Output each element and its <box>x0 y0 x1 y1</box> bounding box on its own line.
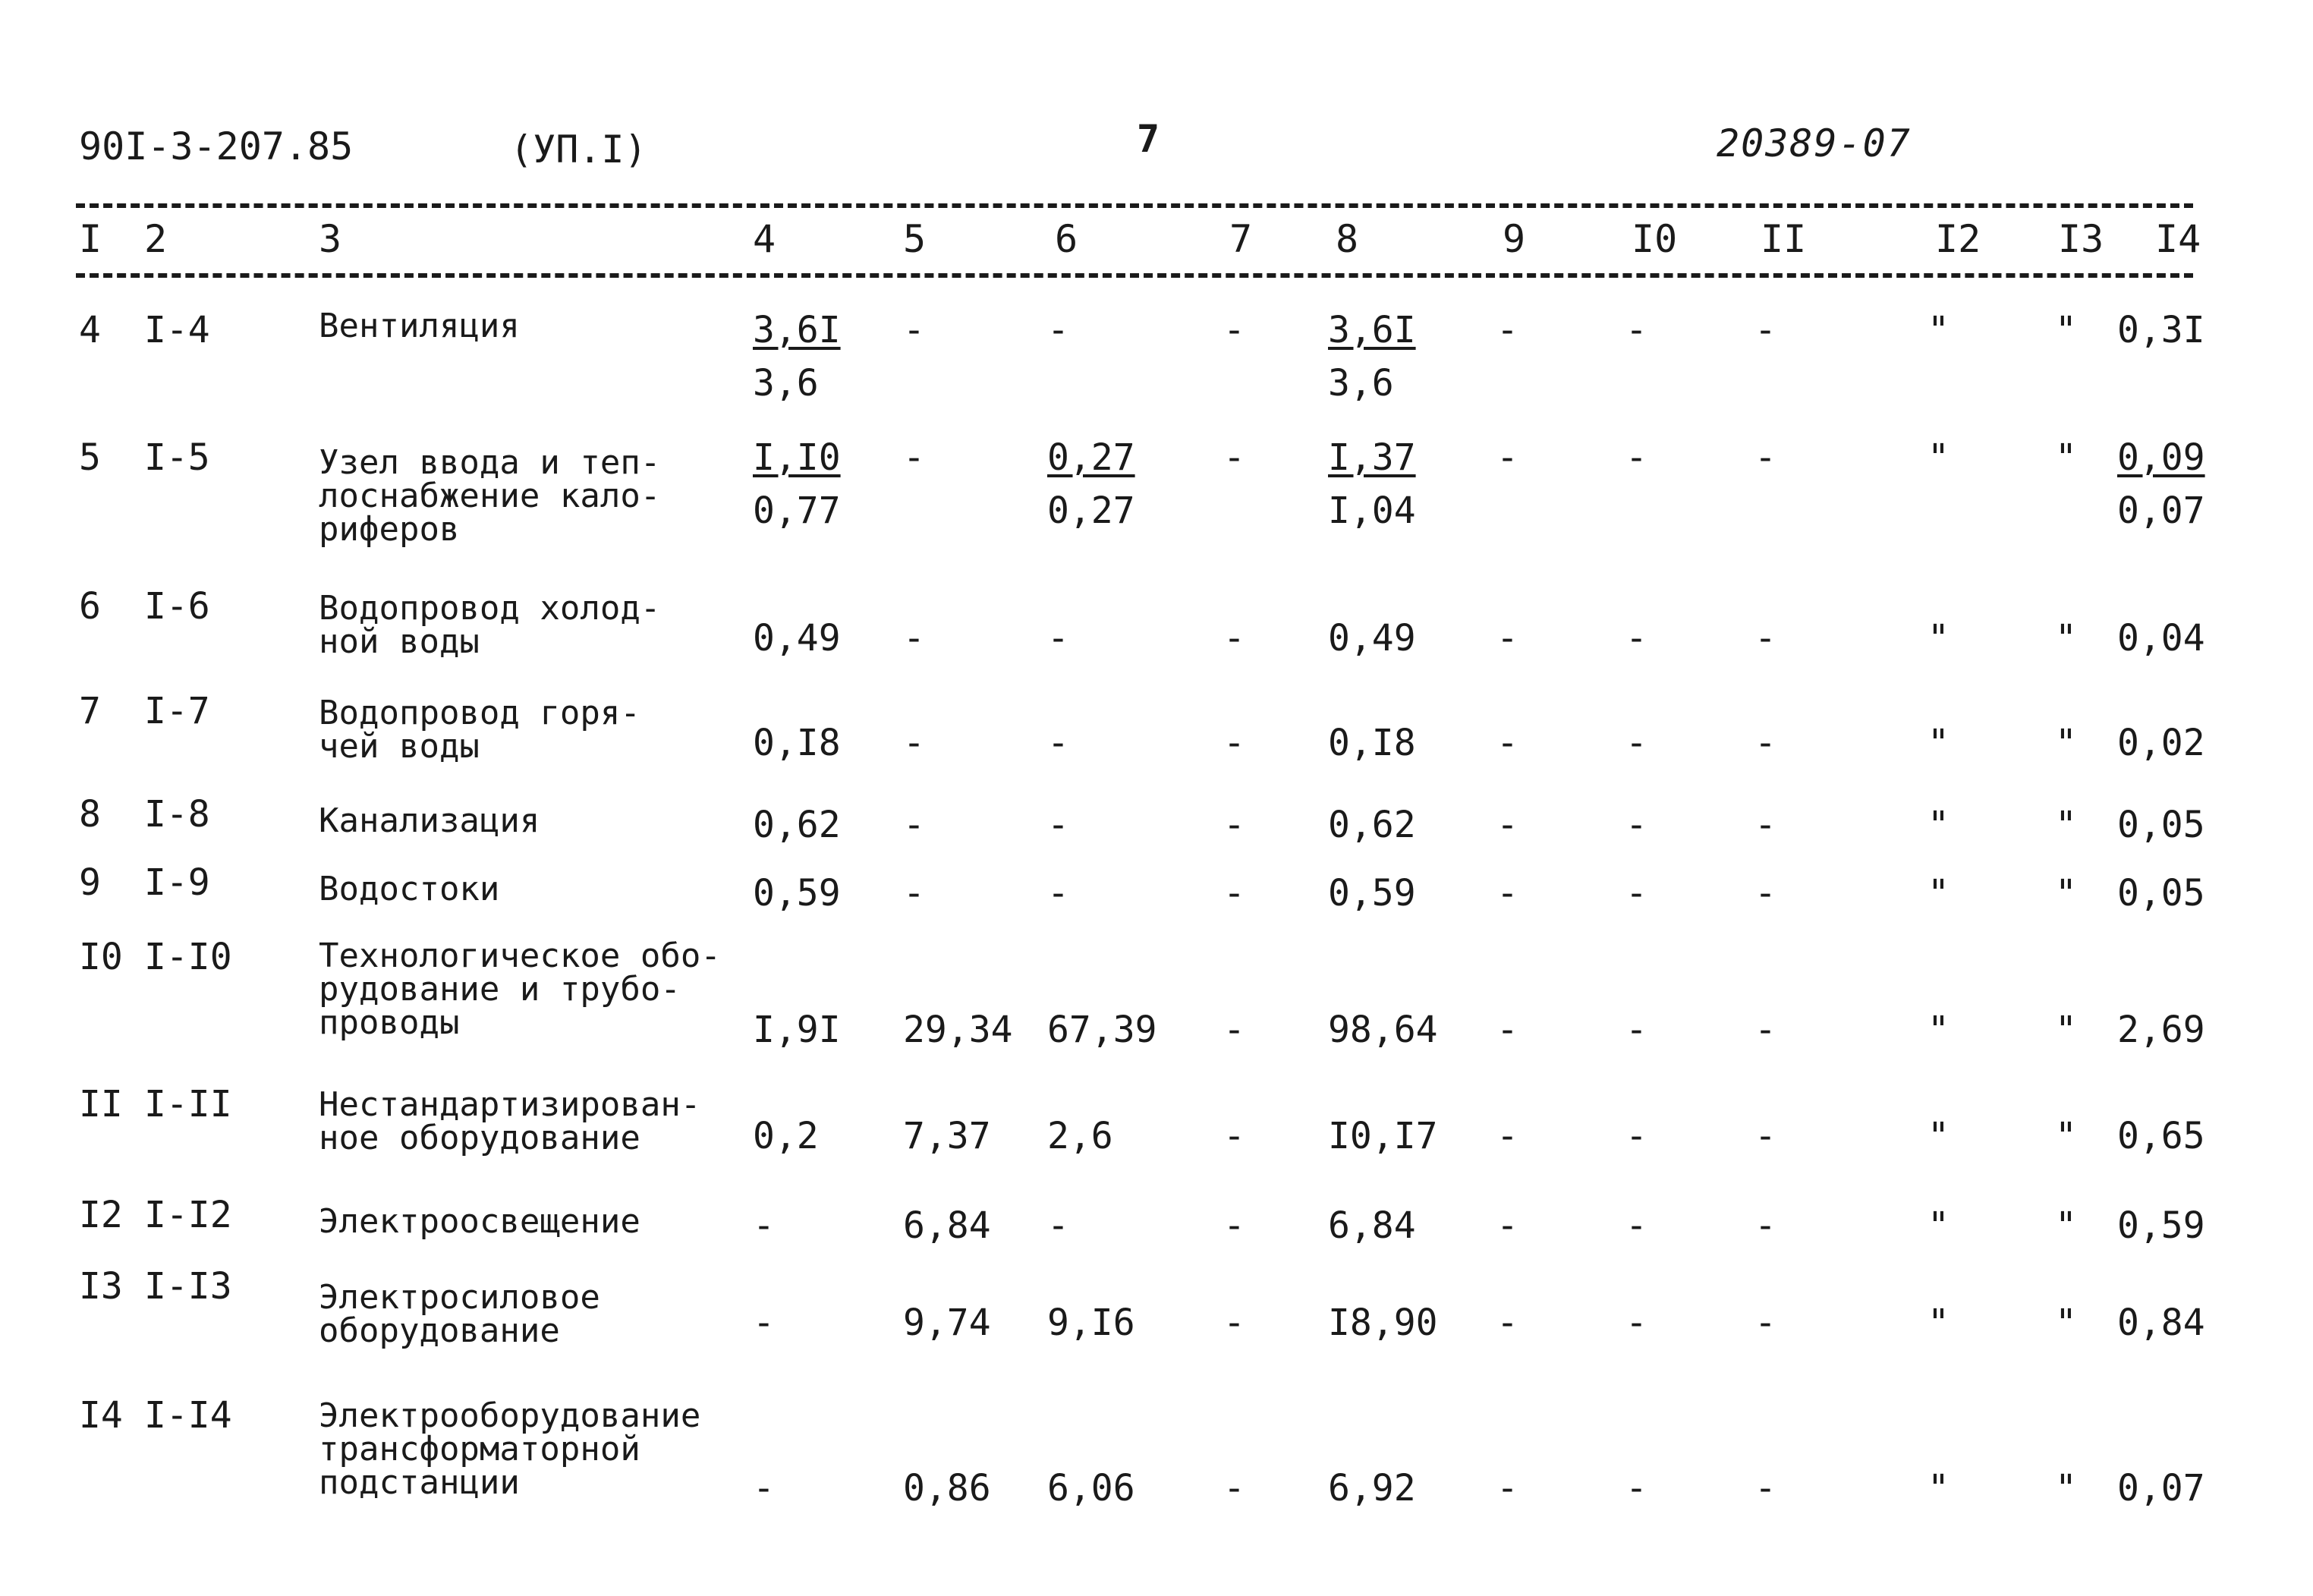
description-line: рудование и трубо- <box>319 970 681 1009</box>
cell-c8-fraction <box>1328 437 1416 531</box>
cell-c7: - <box>1223 309 1245 351</box>
cell-c7: - <box>1223 722 1245 764</box>
cell-c12: " <box>1928 872 1950 914</box>
cell-c5: - <box>903 872 925 914</box>
cell-c5: - <box>903 804 925 846</box>
cell-code: I-I4 <box>144 1394 232 1437</box>
cell-c14: 0,3I <box>2117 309 2205 351</box>
cell-c12: " <box>1928 1204 1950 1247</box>
cell-c10: - <box>1625 1115 1647 1157</box>
cell-c8: I0,I7 <box>1328 1115 1438 1157</box>
column-header: I3 <box>2058 217 2104 261</box>
description-line: трансформаторной <box>319 1430 640 1469</box>
cell-c4: 0,59 <box>753 872 841 914</box>
fraction-numerator: 0,27 <box>1047 436 1135 479</box>
cell-c10: - <box>1625 309 1647 351</box>
cell-c9: - <box>1496 804 1518 846</box>
cell-c6: - <box>1047 722 1069 764</box>
cell-c8: 6,84 <box>1328 1204 1416 1247</box>
column-header: 3 <box>319 217 342 261</box>
cell-c13: " <box>2055 1009 2077 1051</box>
cell-c5: - <box>903 309 925 351</box>
cell-c10: - <box>1625 617 1647 659</box>
description-line: проводы <box>319 1003 460 1042</box>
fraction-numerator: 3,6I <box>1328 309 1416 351</box>
cell-n: II <box>79 1083 123 1125</box>
cell-c14: 0,05 <box>2117 872 2205 914</box>
fraction-denominator: 0,27 <box>1047 490 1135 532</box>
cell-c8: 0,62 <box>1328 804 1416 846</box>
cell-n: I4 <box>79 1394 123 1437</box>
column-header: 9 <box>1503 217 1526 261</box>
cell-c8-fraction <box>1328 310 1416 404</box>
cell-c10: - <box>1625 436 1647 479</box>
cell-c4-fraction <box>753 310 841 404</box>
cell-c11: - <box>1754 617 1776 659</box>
cell-c7: - <box>1223 804 1245 846</box>
cell-code: I-I0 <box>144 936 232 978</box>
cell-c13: " <box>2055 1204 2077 1247</box>
cell-c11: - <box>1754 436 1776 479</box>
cell-description <box>319 1202 640 1241</box>
description-line: Водопровод горя- <box>319 694 640 732</box>
table-header-rule <box>76 273 2193 278</box>
cell-c4: I,9I <box>753 1009 841 1051</box>
cell-c8: 0,49 <box>1328 617 1416 659</box>
cell-c11: - <box>1754 722 1776 764</box>
cell-c6: - <box>1047 1204 1069 1247</box>
cell-c5: 7,37 <box>903 1115 991 1157</box>
cell-c14: 0,05 <box>2117 804 2205 846</box>
description-line: ной воды <box>319 622 480 661</box>
cell-n: 7 <box>79 690 101 732</box>
cell-c7: - <box>1223 1009 1245 1051</box>
description-line: чей воды <box>319 727 480 766</box>
cell-n: 5 <box>79 436 101 479</box>
cell-code: I-II <box>144 1083 232 1125</box>
cell-code: I-I3 <box>144 1265 232 1308</box>
cell-c7: - <box>1223 1302 1245 1344</box>
description-line: Узел ввода и теп- <box>319 443 661 482</box>
cell-c12: " <box>1928 436 1950 479</box>
description-line: лоснабжение кало- <box>319 477 661 515</box>
cell-c6: - <box>1047 309 1069 351</box>
cell-c9: - <box>1496 1115 1518 1157</box>
cell-c10: - <box>1625 722 1647 764</box>
cell-c5: - <box>903 436 925 479</box>
description-line: Вентиляция <box>319 307 520 345</box>
inventory-number: 20389-07 <box>1717 121 1912 165</box>
cell-c8: 0,I8 <box>1328 722 1416 764</box>
column-header: I2 <box>1935 217 1981 261</box>
description-line: подстанции <box>319 1463 520 1502</box>
description-line: ное оборудование <box>319 1119 640 1157</box>
cell-description <box>319 443 661 549</box>
description-line: Электроосвещение <box>319 1202 640 1241</box>
column-header: I <box>79 217 102 261</box>
cell-c8: 0,59 <box>1328 872 1416 914</box>
sheet-label: (УП.I) <box>510 127 647 172</box>
cell-description <box>319 1085 701 1157</box>
description-line: Нестандартизирован- <box>319 1085 701 1124</box>
cell-c4: - <box>753 1204 775 1247</box>
cell-c10: - <box>1625 1009 1647 1051</box>
cell-c7: - <box>1223 872 1245 914</box>
cell-c9: - <box>1496 722 1518 764</box>
cell-c12: " <box>1928 1115 1950 1157</box>
document-code: 90I-3-207.85 <box>79 124 354 168</box>
fraction-denominator: 3,6 <box>1328 362 1394 405</box>
cell-c14: 0,02 <box>2117 722 2205 764</box>
cell-code: I-4 <box>144 309 210 351</box>
cell-c11: - <box>1754 1302 1776 1344</box>
cell-c13: " <box>2055 872 2077 914</box>
cell-c13: " <box>2055 1115 2077 1157</box>
cell-n: I3 <box>79 1265 123 1308</box>
cell-c14: 0,65 <box>2117 1115 2205 1157</box>
cell-c11: - <box>1754 804 1776 846</box>
cell-c9: - <box>1496 1302 1518 1344</box>
cell-description <box>319 937 721 1042</box>
cell-c14: 0,59 <box>2117 1204 2205 1247</box>
cell-n: 9 <box>79 861 101 904</box>
cell-c5: - <box>903 722 925 764</box>
cell-c9: - <box>1496 309 1518 351</box>
cell-description <box>319 589 661 661</box>
cell-c4: 0,49 <box>753 617 841 659</box>
cell-c14: 0,07 <box>2117 1467 2205 1509</box>
cell-c4: 0,2 <box>753 1115 819 1157</box>
cell-c4: - <box>753 1302 775 1344</box>
cell-c12: " <box>1928 309 1950 351</box>
cell-c12: " <box>1928 804 1950 846</box>
cell-c13: " <box>2055 1302 2077 1344</box>
cell-c11: - <box>1754 1009 1776 1051</box>
column-header: 5 <box>903 217 927 261</box>
cell-code: I-5 <box>144 436 210 479</box>
description-line: Водостоки <box>319 870 500 908</box>
description-line: Технологическое обо- <box>319 937 721 975</box>
column-header: 7 <box>1229 217 1253 261</box>
cell-c4: - <box>753 1467 775 1509</box>
cell-c9: - <box>1496 1009 1518 1051</box>
cell-c12: " <box>1928 1467 1950 1509</box>
cell-c13: " <box>2055 722 2077 764</box>
column-header: II <box>1761 217 1807 261</box>
cell-c9: - <box>1496 872 1518 914</box>
fraction-denominator: I,04 <box>1328 490 1416 532</box>
table-top-rule <box>76 203 2193 208</box>
cell-c13: " <box>2055 436 2077 479</box>
cell-c11: - <box>1754 309 1776 351</box>
cell-c11: - <box>1754 1467 1776 1509</box>
cell-c5: 29,34 <box>903 1009 1013 1051</box>
page-number: 7 <box>1137 117 1160 161</box>
fraction-numerator: 0,09 <box>2117 436 2205 479</box>
cell-c12: " <box>1928 1302 1950 1344</box>
cell-c14: 0,84 <box>2117 1302 2205 1344</box>
cell-n: I2 <box>79 1194 123 1236</box>
cell-c6-fraction <box>1047 437 1135 531</box>
cell-c14: 0,04 <box>2117 617 2205 659</box>
cell-c9: - <box>1496 1467 1518 1509</box>
cell-code: I-8 <box>144 793 210 836</box>
cell-n: 6 <box>79 585 101 628</box>
description-line: Электрооборудование <box>319 1396 701 1435</box>
column-header: 2 <box>144 217 168 261</box>
cell-description <box>319 694 640 766</box>
cell-c4-fraction <box>753 437 841 531</box>
cell-description <box>319 801 540 840</box>
fraction-denominator: 3,6 <box>753 362 819 405</box>
cell-c6: 67,39 <box>1047 1009 1157 1051</box>
cell-n: I0 <box>79 936 123 978</box>
cell-c8: 98,64 <box>1328 1009 1438 1051</box>
fraction-denominator: 0,07 <box>2117 490 2205 532</box>
cell-code: I-I2 <box>144 1194 232 1236</box>
cell-c7: - <box>1223 436 1245 479</box>
column-header: 8 <box>1336 217 1359 261</box>
cell-c6: 2,6 <box>1047 1115 1113 1157</box>
cell-c11: - <box>1754 1204 1776 1247</box>
cell-c12: " <box>1928 722 1950 764</box>
cell-c12: " <box>1928 617 1950 659</box>
cell-c13: " <box>2055 1467 2077 1509</box>
cell-code: I-7 <box>144 690 210 732</box>
cell-c7: - <box>1223 1115 1245 1157</box>
cell-c10: - <box>1625 872 1647 914</box>
cell-code: I-6 <box>144 585 210 628</box>
cell-c8: 6,92 <box>1328 1467 1416 1509</box>
column-header: 4 <box>753 217 776 261</box>
cell-c5: - <box>903 617 925 659</box>
cell-c13: " <box>2055 309 2077 351</box>
cell-c14-fraction <box>2117 437 2205 531</box>
fraction-numerator: 3,6I <box>753 309 841 351</box>
column-header: 6 <box>1055 217 1078 261</box>
cell-c6: - <box>1047 872 1069 914</box>
cell-c13: " <box>2055 804 2077 846</box>
cell-c10: - <box>1625 1204 1647 1247</box>
cell-c10: - <box>1625 1302 1647 1344</box>
cell-c6: 9,I6 <box>1047 1302 1135 1344</box>
column-header: I0 <box>1632 217 1678 261</box>
cell-n: 8 <box>79 793 101 836</box>
cell-c6: - <box>1047 617 1069 659</box>
cell-description <box>319 1278 600 1350</box>
cell-c11: - <box>1754 1115 1776 1157</box>
cell-c11: - <box>1754 872 1776 914</box>
description-line: Электросиловое <box>319 1278 600 1317</box>
cell-c5: 6,84 <box>903 1204 991 1247</box>
cell-c6: - <box>1047 804 1069 846</box>
cell-c7: - <box>1223 1467 1245 1509</box>
cell-c4: 0,I8 <box>753 722 841 764</box>
cell-description <box>319 870 500 908</box>
cell-c9: - <box>1496 617 1518 659</box>
fraction-numerator: I,I0 <box>753 436 841 479</box>
description-line: Водопровод холод- <box>319 589 661 628</box>
cell-c9: - <box>1496 436 1518 479</box>
description-line: оборудование <box>319 1311 560 1350</box>
cell-description <box>319 307 520 345</box>
cell-c10: - <box>1625 1467 1647 1509</box>
cell-c9: - <box>1496 1204 1518 1247</box>
fraction-denominator: 0,77 <box>753 490 841 532</box>
cell-code: I-9 <box>144 861 210 904</box>
cell-c12: " <box>1928 1009 1950 1051</box>
cell-n: 4 <box>79 309 101 351</box>
cell-c5: 0,86 <box>903 1467 991 1509</box>
cell-c8: I8,90 <box>1328 1302 1438 1344</box>
fraction-numerator: I,37 <box>1328 436 1416 479</box>
cell-c10: - <box>1625 804 1647 846</box>
cell-c13: " <box>2055 617 2077 659</box>
cell-c14: 2,69 <box>2117 1009 2205 1051</box>
cell-description <box>319 1396 701 1502</box>
cell-c7: - <box>1223 617 1245 659</box>
column-header: I4 <box>2155 217 2201 261</box>
cell-c4: 0,62 <box>753 804 841 846</box>
cell-c6: 6,06 <box>1047 1467 1135 1509</box>
description-line: Канализация <box>319 801 540 840</box>
cell-c7: - <box>1223 1204 1245 1247</box>
description-line: риферов <box>319 510 460 549</box>
cell-c5: 9,74 <box>903 1302 991 1344</box>
